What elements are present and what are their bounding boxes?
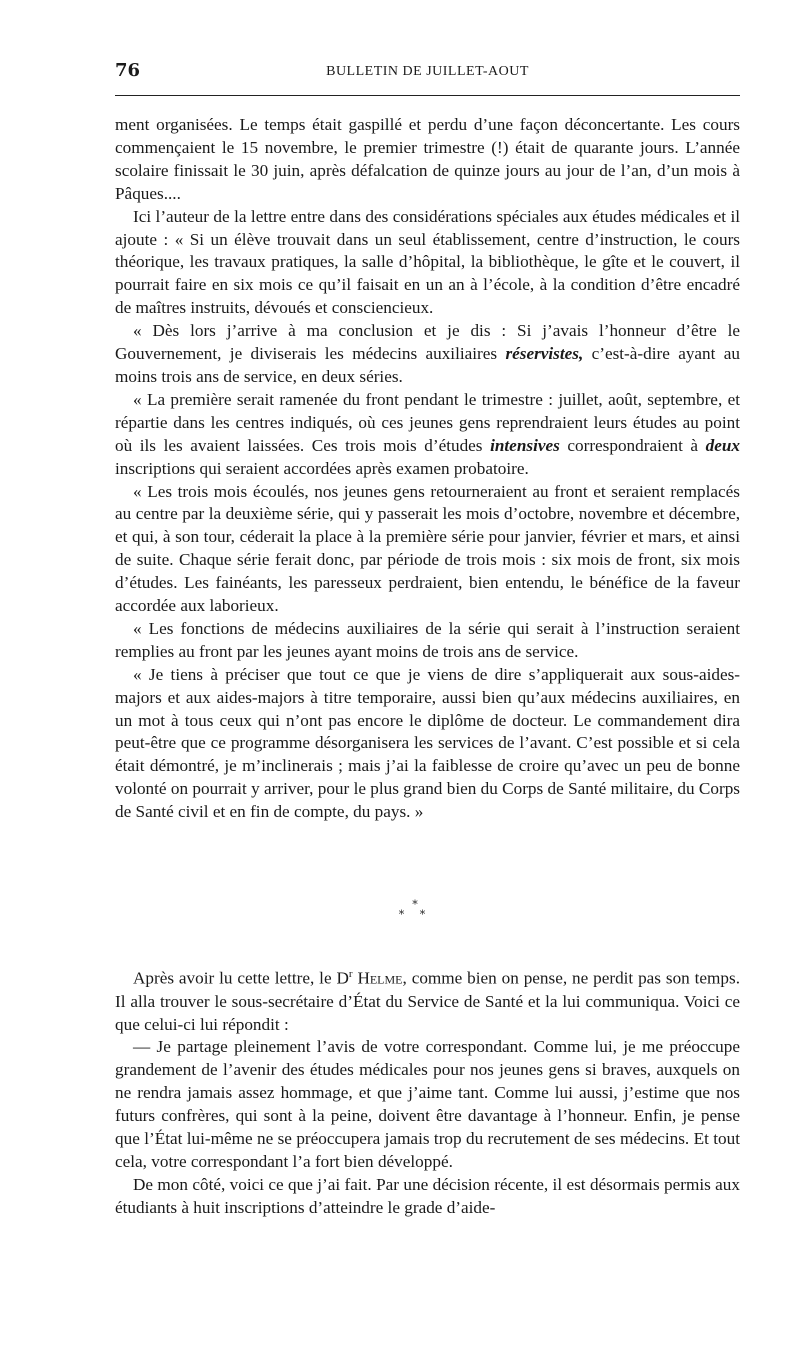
- asterism-top: *: [412, 898, 418, 911]
- text-run: Ici l’auteur de la lettre entre dans des considérations spéciales aux études médicales et il ajoute : « Si un élève trouvait dans un seul établissement, centre d’instruction, le cours théorique, les travaux pratiques, la salle d’hôpital, la bibliothèque, le gîte et le couvert, il pourrait faire en six mois ce qu’il faisait en un an à l’école, à la condition d’être encadré de maîtres instruits, dévoués et consciencieux.: [115, 206, 740, 318]
- superscript: r: [348, 968, 353, 980]
- paragraph: [115, 1174, 740, 1220]
- paragraph: [115, 664, 740, 824]
- text-run: De mon côté, voici ce que j’ai fait. Par une décision récente, il est désormais permis aux étudiants à huit inscriptions d’atteindre le grade d’aide-: [115, 1174, 740, 1217]
- paragraph: [115, 206, 740, 321]
- paragraph: [115, 1036, 740, 1173]
- text-run: « Les trois mois écoulés, nos jeunes gens retourneraient au front et seraient remplacés au centre par la deuxième série, qui y passerait les mois d’octobre, novembre et décembre, et qui, à son tour, céderait la place à la première série pour janvier, février et mars, et ainsi de suite. Chaque série ferait donc, par période de trois mois : six mois de front, six mois d’études. Les fainéants, les paresseux perdraient, bien entendu, le bénéfice de la faveur accordée aux laborieux.: [115, 481, 740, 616]
- page-number: 76: [115, 60, 141, 81]
- body-text-upper: [115, 114, 740, 824]
- text-run: correspondraient à: [559, 435, 706, 455]
- paragraph: [115, 481, 740, 618]
- text-run: « Dès lors j’arrive à ma conclusion et je dis : Si j’avais l’honneur d’être le Gouvernement, je diviserais les médecins auxiliaires: [115, 321, 740, 364]
- paragraph: [115, 320, 740, 389]
- asterism-section-break: [0, 900, 800, 920]
- italic-emphasis: intensives: [490, 435, 560, 455]
- text-run: ment organisées. Le temps était gaspillé et perdu d’une façon déconcertante. Les cours commençaient le 15 novembre, le premier trimestre (!) était de quarante jours. L’année scolaire finissait le 30 juin, après défalcation de quinze jours au jour de l’an, d’un mois à Pâques....: [115, 115, 740, 203]
- asterism-bottom: * *: [398, 908, 432, 921]
- text-run: inscriptions qui seraient accordées après examen probatoire.: [115, 458, 529, 478]
- italic-emphasis: réservistes,: [505, 344, 584, 364]
- header-rule: [115, 95, 740, 96]
- text-run: — Je partage pleinement l’avis de votre correspondant. Comme lui, je me préoccupe grandement de l’avenir des études médicales pour nos jeunes gens si braves, auxquels on ne rendra jamais assez hommage, et que j’aime tant. Comme lui aussi, j’estime que nos futurs confrères, qui sont à la peine, doivent être davantage à l’honneur. Enfin, je pense que l’État lui-même ne se préoccupera jamais trop du recrutement de ses médecins. Et tout cela, votre correspondant l’a fort bien développé.: [115, 1037, 740, 1171]
- paragraph: [115, 963, 740, 1036]
- paragraph: [115, 618, 740, 664]
- paragraph: [115, 114, 740, 206]
- text-run: c’est-à-dire ayant au moins trois ans de service, en deux séries.: [115, 344, 741, 386]
- text-run: « Je tiens à préciser que tout ce que je viens de dire s’appliquerait aux sous-aides-majors et aux aides-majors à titre temporaire, aussi bien qu’aux médecins auxiliaires, en un mot à tous ceux qui n’ont pas encore le diplôme de docteur. Le commandement dira peut-être que ce programme désorganisera les services de l’avant. C’est possible et si cela était démontré, je m’inclinerais ; mais j’ai la faiblesse de croire qu’avec un peu de bonne volonté on pourrait y arriver, pour le plus grand bien du Corps de Santé militaire, du Corps de Santé civil et en fin de compte, du pays. »: [115, 664, 740, 822]
- paragraph: [115, 389, 740, 481]
- text-run: , comme bien on pense, ne perdit pas son temps. Il alla trouver le sous-secrétaire d’État du Service de Santé et la lui communiqua. Voici ce que celui-ci lui répondit :: [115, 968, 740, 1034]
- text-run: « Les fonctions de médecins auxiliaires de la série qui serait à l’instruction seraient remplies au front par les jeunes ayant moins de trois ans de service.: [115, 618, 740, 661]
- text-run: Après avoir lu cette lettre, le D: [133, 968, 349, 988]
- small-caps-name: Helme: [357, 968, 403, 988]
- running-title: BULLETIN DE JUILLET-AOUT: [326, 64, 529, 79]
- italic-emphasis: deux: [705, 435, 740, 455]
- page-header: [115, 58, 740, 90]
- body-text-lower: [115, 963, 740, 1220]
- text-run: « La première serait ramenée du front pendant le trimestre : juillet, août, septembre, et répartie dans les centres indiqués, où ces jeunes gens reprendraient leurs études au point où ils les avaient laissées. Ces trois mois d’études: [115, 389, 740, 455]
